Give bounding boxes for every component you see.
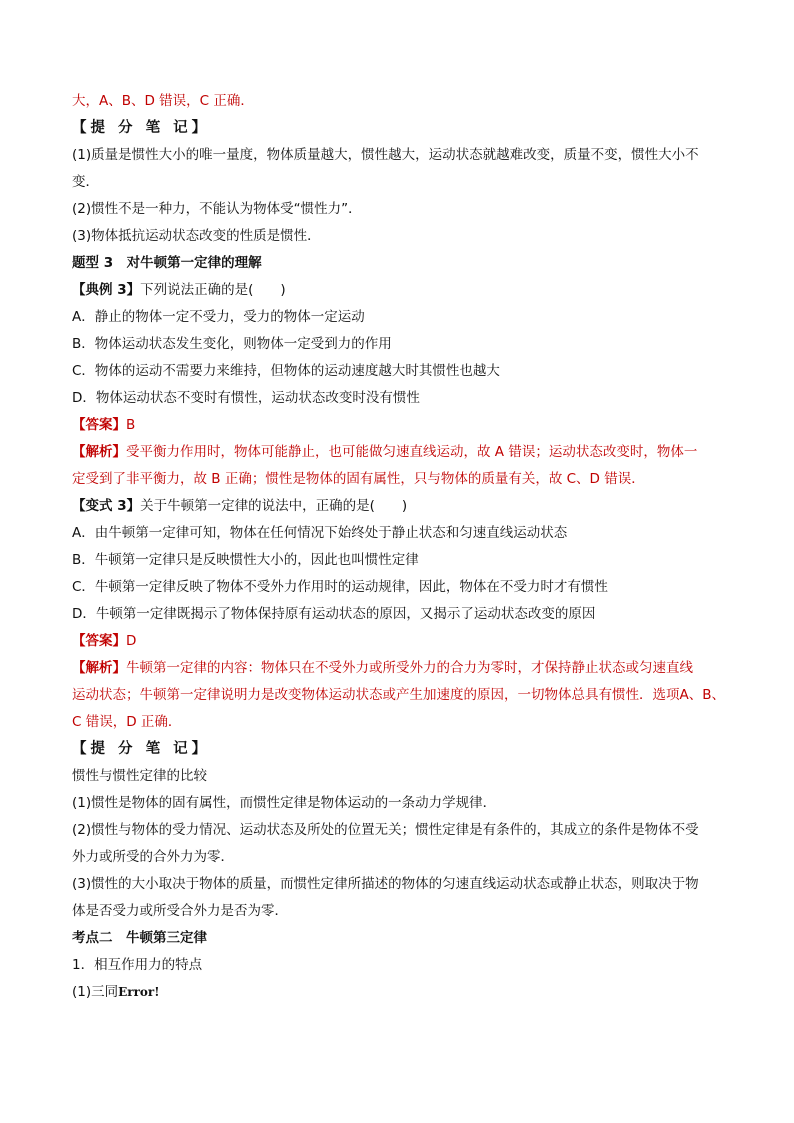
option-d: D．物体运动状态不变时有惯性，运动状态改变时没有惯性 [72,390,420,406]
text-line: 变． [72,174,99,190]
option-a: A．由牛顿第一定律可知，物体在任何情况下始终处于静止状态和匀速直线运动状态 [72,525,568,541]
option-b: B．物体运动状态发生变化，则物体一定受到力的作用 [72,336,392,352]
answer-tag: 【答案】 [72,633,126,649]
text-line: (3)惯性的大小取决于物体的质量，而惯性定律所描述的物体的匀速直线运动状态或静止状态，则取决于物 [72,876,699,892]
section-title: 考点二 牛顿第三定律 [72,930,207,946]
text-line: (1)惯性是物体的固有属性，而惯性定律是物体运动的一条动力学规律． [72,795,497,811]
explanation-line [72,659,732,677]
note-heading: 【提 分 笔 记】 [72,120,211,136]
text-line: 体是否受力或所受合外力是否为零． [72,903,288,919]
option-b: B．牛顿第一定律只是反映惯性大小的，因此也叫惯性定律 [72,552,419,568]
option-c: C．牛顿第一定律反映了物体不受外力作用时的运动规律，因此，物体在不受力时才有惯性 [72,579,608,595]
explanation-text: 牛顿第一定律的内容：物体只在不受外力或所受外力的合力为零时，才保持静止状态或匀速直线 [126,660,693,676]
text-line: (2)惯性不是一种力，不能认为物体受“惯性力”． [72,201,362,217]
option-a: A．静止的物体一定不受力，受力的物体一定运动 [72,309,365,325]
answer-line [72,632,732,650]
explanation-text: 受平衡力作用时，物体可能静止，也可能做匀速直线运动，故 A 错误；运动状态改变时，物体一 [126,444,698,460]
text-line: (1)质量是惯性大小的唯一量度，物体质量越大，惯性越大，运动状态就越难改变，质量不变，惯性大小不 [72,147,699,163]
explanation-line [72,443,732,461]
answer-line [72,416,732,434]
explanation-line: C 错误，D 正确． [72,714,182,730]
variant-tag: 【变式 3】 [72,498,141,514]
option-c: C．物体的运动不需要力来维持，但物体的运动速度越大时其惯性也越大 [72,363,500,379]
explanation-tag: 【解析】 [72,444,126,460]
text-line: (3)物体抵抗运动状态改变的性质是惯性． [72,228,321,244]
answer-value: B [126,417,136,433]
text-line: 外力或所受的合外力为零． [72,849,234,865]
question-line [72,281,732,299]
example-tag: 【典例 3】 [72,282,141,298]
document-page [72,92,732,1010]
error-text: Error! [118,985,160,999]
question-line [72,497,732,515]
question-text: 关于牛顿第一定律的说法中，正确的是( ) [140,498,408,514]
answer-value: D [126,633,137,649]
text-line: (2)惯性与物体的受力情况、运动状态及所处的位置无关；惯性定律是有条件的，其成立的条件是物体不受 [72,822,699,838]
explanation-line: 运动状态；牛顿第一定律说明力是改变物体运动状态或产生加速度的原因，一切物体总具有惯性．选项A、B、 [72,687,725,703]
note-heading: 【提 分 笔 记】 [72,741,211,757]
answer-tag: 【答案】 [72,417,126,433]
text-line: 1．相互作用力的特点 [72,957,203,973]
option-d: D．牛顿第一定律既揭示了物体保持原有运动状态的原因，又揭示了运动状态改变的原因 [72,606,596,622]
text-line [72,983,732,1001]
item-text: (1)三同 [72,984,119,1000]
section-title: 题型 3 对牛顿第一定律的理解 [72,255,262,271]
explanation-line: 定受到了非平衡力，故 B 正确；惯性是物体的固有属性，只与物体的质量有关，故 C、D 错误． [72,471,645,487]
explanation-tag: 【解析】 [72,660,126,676]
text-line: 惯性与惯性定律的比较 [72,768,207,784]
text-line: 大，A、B、D 错误，C 正确． [72,93,254,109]
question-text: 下列说法正确的是( ) [140,282,286,298]
